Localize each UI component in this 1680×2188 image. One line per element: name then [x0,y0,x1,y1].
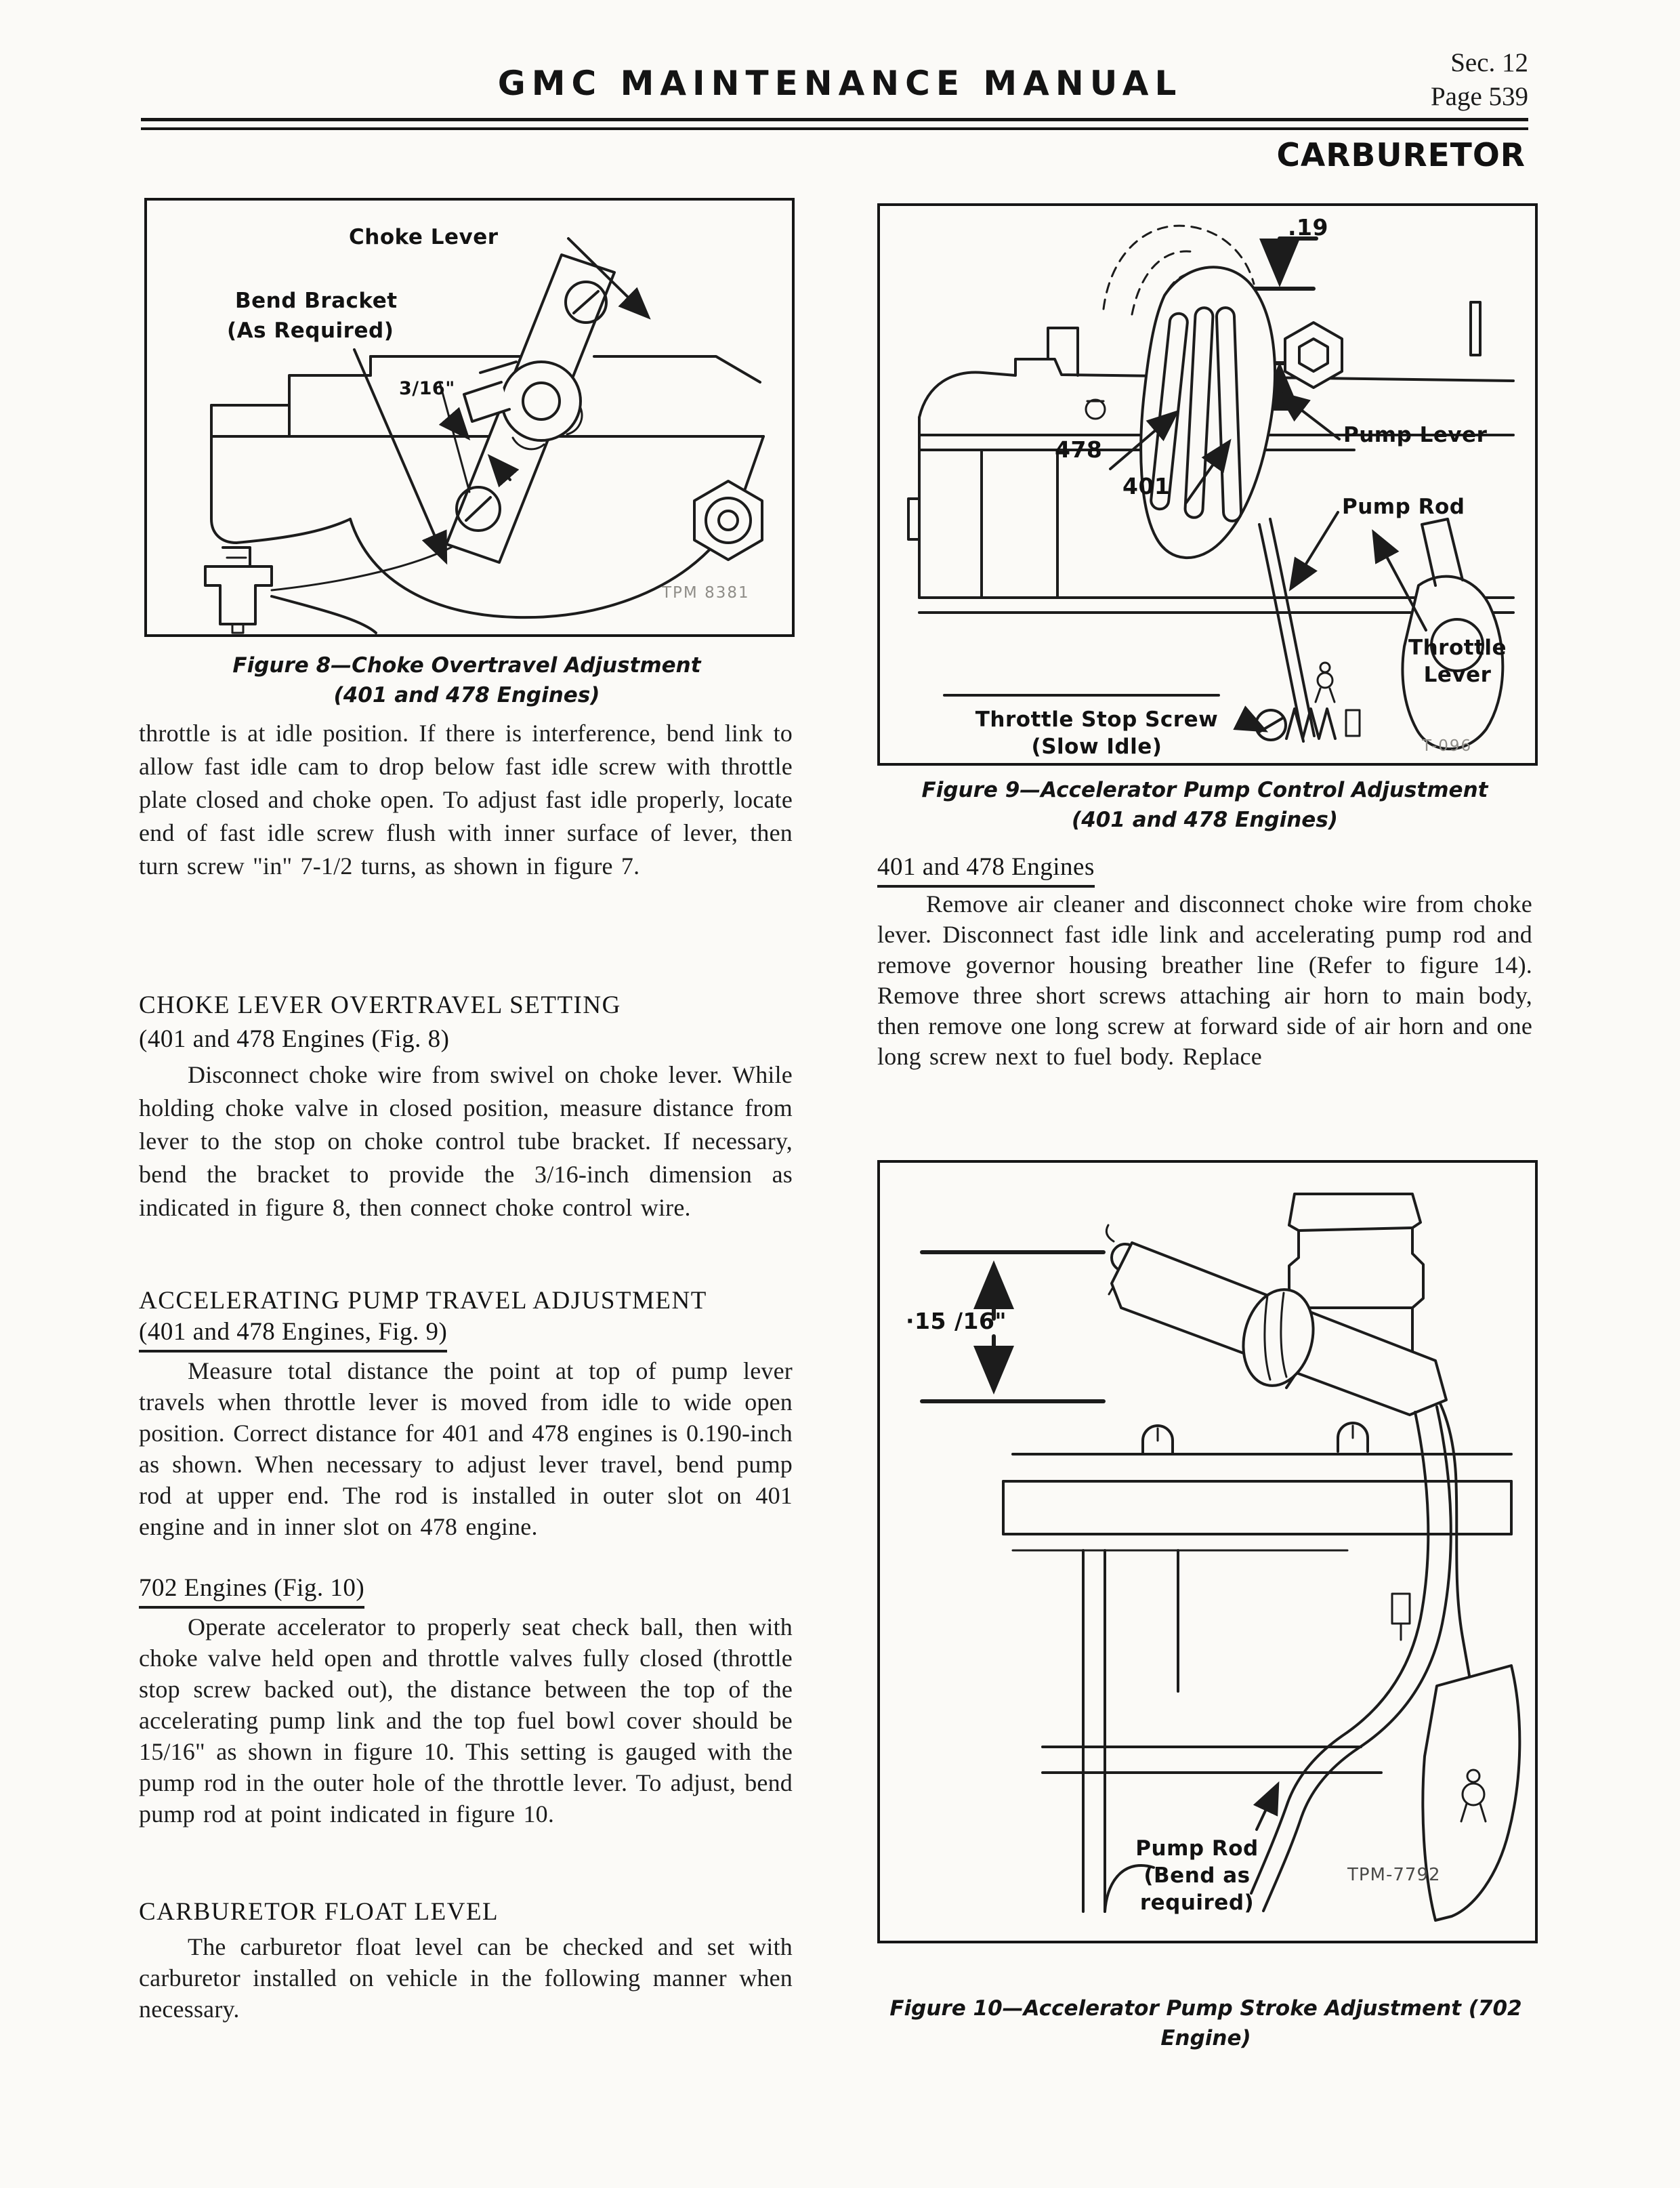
fig10-label-pump-rod: Pump Rod (Bend as required) [1135,1836,1259,1915]
heading-choke-overtravel: CHOKE LEVER OVERTRAVEL SETTING [139,991,621,1019]
figure-10-art [880,1163,1535,1941]
fig9-label-pump-rod: Pump Rod [1342,495,1465,519]
para-carburetor-float-level: The carburetor float level can be checked and set with carburetor installed on vehicle in the following manner when necessary. [139,1933,793,2023]
page-number: Page 539 [1430,82,1528,111]
figure-8-art [147,201,792,634]
fig9-label-throttle-stop-screw: Throttle Stop Screw (Slow Idle) [975,707,1219,759]
fig9-caption-line1: Figure 9—Accelerator Pump Control Adjustment [921,778,1488,802]
page-title: GMC MAINTENANCE MANUAL [497,64,1183,103]
fig9-label-pump-lever: Pump Lever [1343,423,1488,447]
section-number: Sec. 12 [1450,48,1528,77]
fig10-label-dim-15-16: ·15 /16" [906,1308,1007,1334]
chapter-heading: CARBURETOR [1276,137,1526,174]
section-page-block [1431,46,1528,114]
figure-10 [877,1160,1538,1943]
figure-8-caption [144,651,789,710]
fig9-label-dim-19: .19 [1288,214,1328,241]
fig8-caption-line1: Figure 8—Choke Overtravel Adjustment [232,653,701,678]
fig9-label-throttle-lever: Throttle Lever [1408,636,1507,687]
para-accel-pump-travel: Measure total distance the point at top of pump lever travels when throttle lever is moved from idle to wide open position. Correct distance for 401 and 478 engines is 0.190-inch as shown. When necessary to adjust lever travel, bend pump rod at upper end. The rod is installed in outer slot on 401 engine and in inner slot on 478 engine. [139,1357,793,1540]
heading-702-engines: 702 Engines (Fig. 10) [139,1573,364,1609]
para-choke-overtravel: Disconnect choke wire from swivel on choke lever. While holding choke valve in closed position, measure distance from lever to the stop on choke control tube bracket. If necessary, bend the bracket to provide the 3/16-inch dimension as indicated in figure 8, then connect choke control wire. [139,1061,793,1221]
figure-10-caption: Figure 10—Accelerator Pump Stroke Adjustment (702 Engine) [889,1996,1522,2050]
figure-9-caption [877,775,1532,835]
fig8-label-as-required: (As Required) [227,318,394,343]
fig9-caption-line2: (401 and 478 Engines) [1072,808,1338,832]
para-401-478-engines: Remove air cleaner and disconnect choke wire from choke lever. Disconnect fast idle link and accelerating pump rod and remove governor housing breather line (Refer to figure 14). Remove three short screws attaching air horn to main body, then remove one long screw at forward side of air horn and one long screw next to fuel body. Replace [877,890,1532,1070]
para-fast-idle-continuation: throttle is at idle position. If there is interference, bend link to allow fast idle cam to drop below fast idle screw with throttle plate closed and choke open. To adjust fast idle properly, locate end of fast idle screw flush with inner surface of lever, then turn screw "in" 7-1/2 turns, as shown in figure 7. [139,720,793,880]
fig9-label-478: 478 [1055,436,1103,463]
header-rule [141,118,1528,130]
heading-accel-pump-travel: ACCELERATING PUMP TRAVEL ADJUSTMENT [139,1287,707,1315]
figure-9 [877,203,1538,766]
fig8-label-dim-3-16: 3/16" [399,378,455,399]
fig8-label-choke-lever: Choke Lever [349,225,499,249]
fig9-credit: T-096 [1422,737,1473,755]
fig8-caption-line2: (401 and 478 Engines) [333,683,600,707]
heading-choke-overtravel-sub: (401 and 478 Engines (Fig. 8) [139,1025,450,1053]
para-702-engines: Operate accelerator to properly seat check ball, then with choke valve held open and throttle valves fully closed (throttle stop screw backed out), the distance between the top of the accelerating pump link and the top fuel bowl cover should be 15/16" as shown in figure 10. This setting is gauged with the pump rod in the outer hole of the throttle lever. To adjust, bend pump rod at point indicated in figure 10. [139,1613,793,1828]
heading-401-478-engines: 401 and 478 Engines [877,852,1095,888]
heading-accel-pump-travel-sub: (401 and 478 Engines, Fig. 9) [139,1317,447,1353]
figure-8 [144,198,795,637]
fig8-credit: TPM 8381 [662,584,750,602]
fig8-label-bend-bracket: Bend Bracket [235,289,398,313]
fig9-label-401: 401 [1122,473,1171,499]
fig10-credit: TPM-7792 [1347,1865,1441,1885]
heading-carburetor-float-level: CARBURETOR FLOAT LEVEL [139,1898,499,1926]
